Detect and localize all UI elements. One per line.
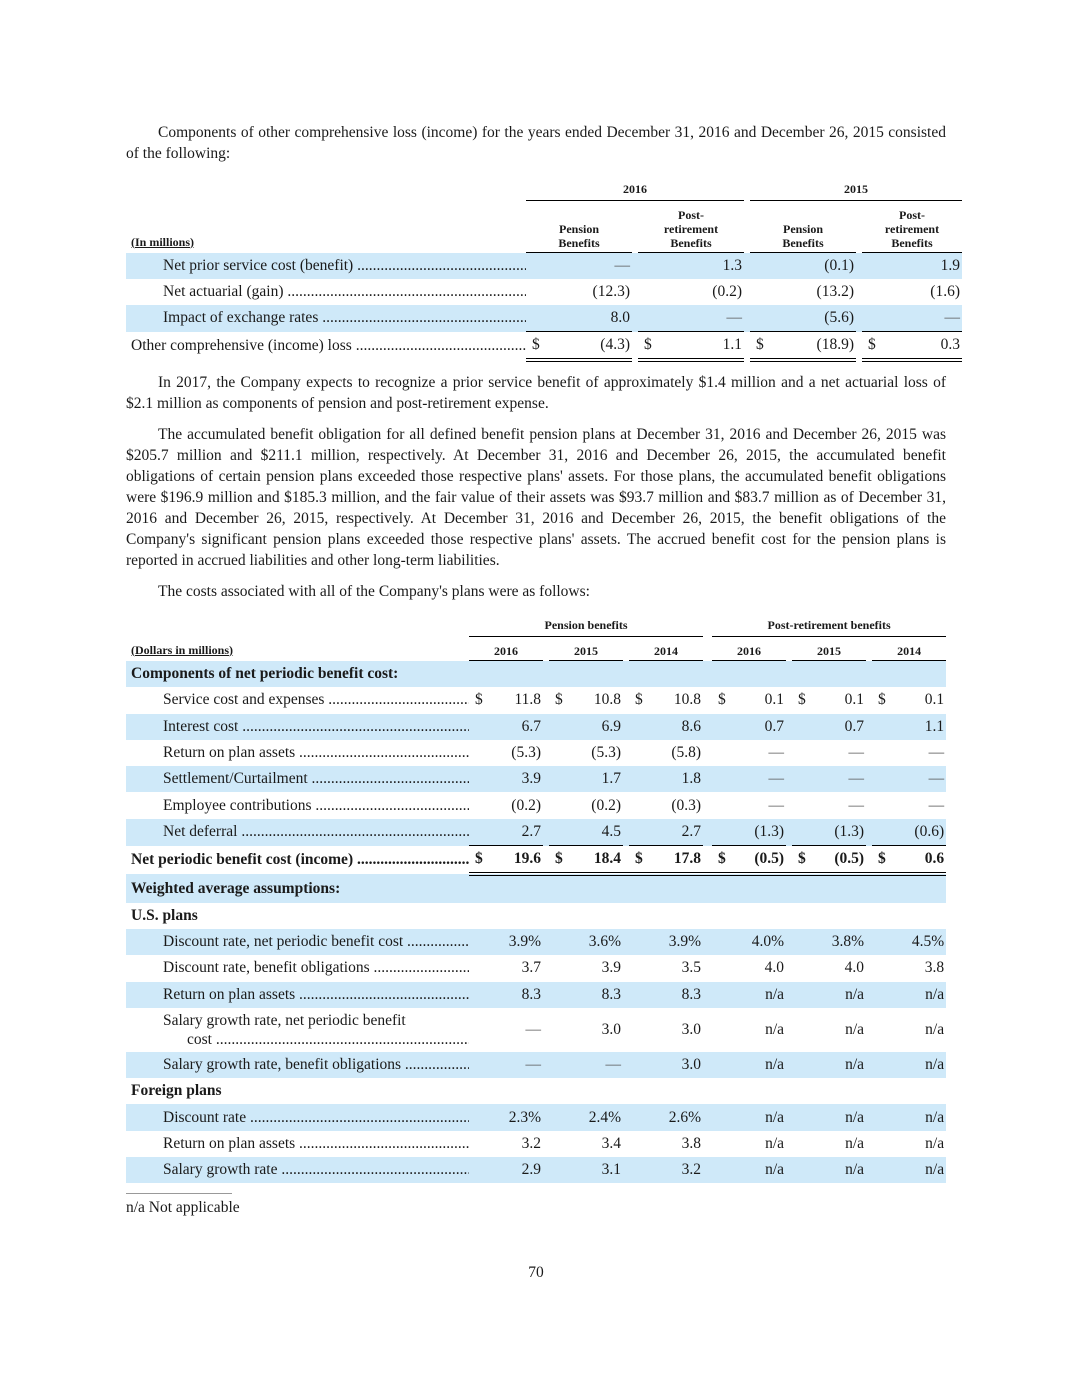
column-header: Pension Benefits <box>526 201 632 253</box>
value-cell: — <box>872 766 946 792</box>
table-row <box>126 955 946 981</box>
value-cell: $ (0.5) <box>792 846 866 875</box>
value-cell: n/a <box>845 1020 865 1038</box>
value-cell: 3.0 <box>681 1020 702 1038</box>
value-cell: (0.3) <box>671 796 702 814</box>
value-cell: 3.0 <box>629 1052 703 1078</box>
value-cell: n/a <box>792 982 866 1008</box>
value-cell: n/a <box>845 1134 865 1152</box>
row-label: Salary growth rate, benefit obligations ..... <box>126 1052 469 1078</box>
table-row <box>126 929 946 955</box>
table-row <box>126 1157 946 1183</box>
value-cell: 3.9 <box>469 766 543 792</box>
value-cell: (0.2) <box>591 796 621 814</box>
value-cell: 6.7 <box>469 714 543 740</box>
value-cell: 1.8 <box>629 766 703 792</box>
value-cell: n/a <box>925 1134 945 1152</box>
value-cell: n/a <box>712 1104 786 1130</box>
value-cell: $ 18.4 <box>549 846 623 875</box>
value-cell: (5.3) <box>591 744 621 762</box>
value-cell: (0.2) <box>511 796 541 814</box>
value-cell: 3.0 <box>601 1020 621 1038</box>
row-label: Salary growth rate ..... <box>126 1157 469 1183</box>
value-cell: 8.3 <box>549 982 623 1008</box>
value-cell: — <box>549 1052 623 1078</box>
post-retirement-benefits-header: Post-retirement benefits <box>712 618 946 637</box>
value-cell: $ 0.1 <box>798 691 865 709</box>
value-cell: n/a <box>712 982 786 1008</box>
column-header: Post- retirement Benefits <box>638 201 744 253</box>
pension-benefits-header: Pension benefits <box>469 618 703 637</box>
value-cell: (5.3) <box>511 744 541 762</box>
value-cell: n/a <box>872 1157 946 1183</box>
row-label: Discount rate, net periodic benefit cost ..... <box>126 929 469 955</box>
table-row: Net prior service cost (benefit) ..... — 1.3 (0.1) 1.9 <box>126 253 962 280</box>
value-cell: n/a <box>925 1020 945 1038</box>
unit-label: (In millions) <box>131 234 195 249</box>
obligation-paragraph: The accumulated benefit obligation for all defined benefit pension plans at December 31, 2016 and December 26, 2015 was $205.7 million and $211.1 million, respectively. At December 31, 2016 and December 26, 2015, the accumulated benefit obligations of certain pension plans exceeded those respective plans' assets. For those plans, the accumulated benefit obligations were $196.9 million and $185.3 million, and the fair value of their assets was $93.7 million and $83.7 million as of December 31, 2016 and December 26, 2015, respectively. At December 31, 2016 and December 26, 2015, the benefit obligations of the Company's significant pension plans exceeded those respective plans' assets. The accrued benefit cost for the pension plans is reported in accrued liabilities and other long-term liabilities. <box>126 426 946 569</box>
value-cell: (0.6) <box>872 819 946 846</box>
value-cell: n/a <box>765 1134 785 1152</box>
value-cell: 4.0 <box>764 959 785 977</box>
footnote-rule <box>126 1193 232 1194</box>
section-header: U.S. plans <box>131 906 198 924</box>
value-cell: 2.7 <box>629 819 703 846</box>
value-cell: $ 0.1 <box>878 691 945 709</box>
row-label: Discount rate, benefit obligations ..... <box>126 955 469 981</box>
value-cell: 4.5 <box>549 819 623 846</box>
value-cell: 1.7 <box>549 766 623 792</box>
value-cell: 3.1 <box>549 1157 623 1183</box>
row-label: Return on plan assets ..... <box>126 740 469 766</box>
year-header: 2016 <box>469 637 543 661</box>
section-header: Weighted average assumptions: <box>126 874 946 902</box>
value-cell: — <box>712 766 786 792</box>
unit-label: (Dollars in millions) <box>131 642 234 657</box>
costs-intro-paragraph: The costs associated with all of the Company's plans were as follows: <box>158 583 590 600</box>
value-cell: 0.7 <box>792 714 866 740</box>
value-cell: 4.5% <box>872 929 946 955</box>
section-header: Components of net periodic benefit cost: <box>126 661 946 688</box>
table-row: Net actuarial (gain) ..... (12.3) (0.2) (13.2) (1.6) <box>126 279 962 305</box>
value-cell: 3.2 <box>629 1157 703 1183</box>
value-cell: 3.9 <box>601 959 621 977</box>
value-cell: 1.1 <box>872 714 946 740</box>
row-label: Net periodic benefit cost (income) ..... <box>126 846 469 875</box>
value-cell: 6.9 <box>549 714 623 740</box>
value-cell: $ 0.1 <box>718 691 785 709</box>
year-header: 2015 <box>549 637 623 661</box>
section-header: Foreign plans <box>131 1082 222 1100</box>
page-number: 70 <box>528 1264 544 1281</box>
row-label: Settlement/Curtailment ..... <box>126 766 469 792</box>
value-cell: 2.3% <box>469 1104 543 1130</box>
table-row <box>126 1008 946 1052</box>
value-cell: n/a <box>765 1020 785 1038</box>
total-row <box>126 846 946 875</box>
row-label: Net deferral ..... <box>126 819 469 846</box>
row-label: Return on plan assets ..... <box>126 1131 469 1157</box>
year-header: 2015 <box>792 637 866 661</box>
value-cell: n/a <box>872 1052 946 1078</box>
value-cell: 3.9% <box>469 929 543 955</box>
value-cell: 0.7 <box>712 714 786 740</box>
other-comprehensive-loss-table <box>126 182 962 362</box>
value-cell: $ 19.6 <box>469 846 543 875</box>
value-cell: n/a <box>792 1052 866 1078</box>
table-row <box>126 740 946 766</box>
value-cell: — <box>768 796 785 814</box>
value-cell: (5.8) <box>671 744 702 762</box>
value-cell: 3.7 <box>521 959 541 977</box>
value-cell: 8.6 <box>629 714 703 740</box>
row-label: Service cost and expenses ..... <box>126 687 469 713</box>
value-cell: (1.3) <box>792 819 866 846</box>
table-row <box>126 819 946 846</box>
column-header: Post- retirement Benefits <box>862 201 962 253</box>
row-label: Discount rate ..... <box>126 1104 469 1130</box>
value-cell: 2.4% <box>549 1104 623 1130</box>
year-header: 2015 <box>750 182 962 201</box>
year-header: 2014 <box>629 637 703 661</box>
net-periodic-benefit-cost-table <box>126 618 946 1183</box>
table-row <box>126 982 946 1008</box>
value-cell: n/a <box>792 1157 866 1183</box>
value-cell: 3.8% <box>792 929 866 955</box>
total-row: Other comprehensive (income) loss ..... $ (4.3) $ 1.1 $ (18.9) $ 0.3 <box>126 332 962 361</box>
year-header: 2016 <box>526 182 744 201</box>
value-cell: 3.6% <box>549 929 623 955</box>
value-cell: (1.3) <box>712 819 786 846</box>
footnote: n/a Not applicable <box>126 1199 240 1216</box>
value-cell: 2.6% <box>629 1104 703 1130</box>
value-cell: — <box>525 1020 541 1038</box>
value-cell: 3.4 <box>601 1134 621 1152</box>
row-label: Return on plan assets ..... <box>126 982 469 1008</box>
year-header: 2014 <box>872 637 946 661</box>
value-cell: $ 17.8 <box>629 846 703 875</box>
value-cell: — <box>792 766 866 792</box>
value-cell: 4.0% <box>712 929 786 955</box>
value-cell: $ 0.6 <box>872 846 946 875</box>
value-cell: 2.9 <box>469 1157 543 1183</box>
year-header: 2016 <box>712 637 786 661</box>
value-cell: 3.8 <box>681 1134 702 1152</box>
row-label: Interest cost ..... <box>126 714 469 740</box>
value-cell: 2.7 <box>469 819 543 846</box>
value-cell: $ 10.8 <box>555 691 621 709</box>
value-cell: — <box>768 744 785 762</box>
table-row <box>126 1052 946 1078</box>
table-row <box>126 687 946 713</box>
value-cell: — <box>848 744 865 762</box>
value-cell: 3.5 <box>681 959 702 977</box>
table-row <box>126 1131 946 1157</box>
value-cell: n/a <box>872 982 946 1008</box>
value-cell: 8.3 <box>629 982 703 1008</box>
value-cell: n/a <box>712 1052 786 1078</box>
table-row <box>126 714 946 740</box>
column-header: Pension Benefits <box>750 201 856 253</box>
value-cell: — <box>469 1052 543 1078</box>
row-label: Employee contributions ..... <box>126 792 469 818</box>
value-cell: $ (0.5) <box>712 846 786 875</box>
value-cell: 4.0 <box>844 959 865 977</box>
row-label: Salary growth rate, net periodic benefit cost ..... <box>126 1008 469 1052</box>
value-cell: n/a <box>712 1157 786 1183</box>
table-row <box>126 1104 946 1130</box>
value-cell: $ 10.8 <box>635 691 702 709</box>
value-cell: 3.8 <box>924 959 945 977</box>
table-row <box>126 766 946 792</box>
value-cell: — <box>848 796 865 814</box>
intro-paragraph: Components of other comprehensive loss (income) for the years ended December 31, 2016 and December 26, 2015 consisted of the following: <box>126 124 946 162</box>
value-cell: — <box>928 744 945 762</box>
value-cell: n/a <box>792 1104 866 1130</box>
value-cell: 3.9% <box>629 929 703 955</box>
table-row: Impact of exchange rates ..... 8.0 — (5.6) — <box>126 305 962 332</box>
table-row <box>126 792 946 818</box>
expectation-paragraph: In 2017, the Company expects to recognize a prior service benefit of approximately $1.4 million and a net actuarial loss of $2.1 million as components of pension and post-retirement expense. <box>126 374 946 412</box>
value-cell: — <box>928 796 945 814</box>
value-cell: 8.3 <box>469 982 543 1008</box>
value-cell: n/a <box>872 1104 946 1130</box>
value-cell: 3.2 <box>521 1134 541 1152</box>
value-cell: $ 11.8 <box>475 691 541 709</box>
